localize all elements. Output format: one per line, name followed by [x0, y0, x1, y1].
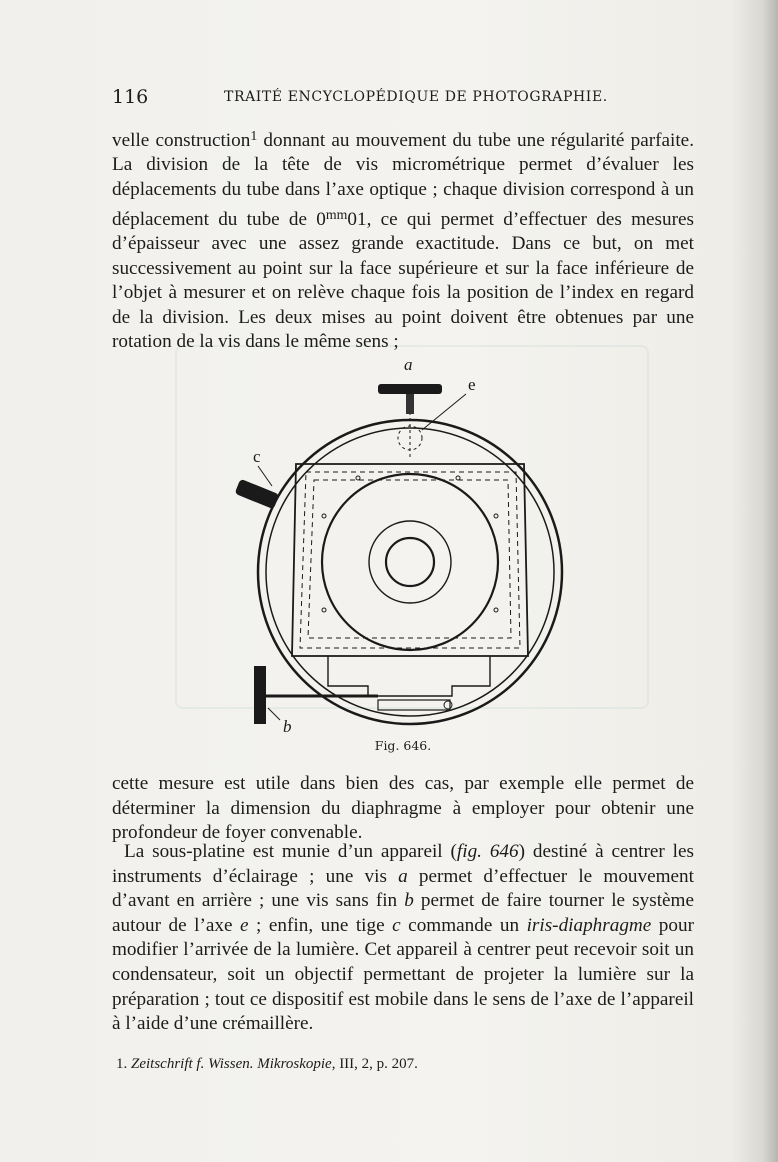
figure-reference: fig. 646 — [456, 841, 519, 862]
var-a: a — [398, 865, 408, 887]
figure-caption: Fig. 646. — [374, 738, 432, 753]
outer-ring — [258, 420, 562, 724]
paragraph-2-text: cette mesure est utile dans bien des cas, par exemple elle permet de déterminer la dimension du diaphragme à employer pour obtenir une profondeur de foyer convenable. — [112, 773, 694, 844]
paragraph-1-text-c: 01, ce qui permet d’effectuer des mesures d’épaisseur avec une assez grande exactitude. Dans ce but, on met successivement au point sur la face supérieure et sur la face inférieure de l’objet à mesurer et on relève chaque fois la position de l’index en regard de la division. Les deux mises au point doivent être obtenues par une rotation de la vis dans le même sens ; — [112, 208, 694, 353]
label-a: a — [404, 356, 413, 374]
paragraph-3-t5: ; enfin, une tige — [248, 914, 393, 936]
screw-dot — [322, 608, 326, 612]
knob-a — [378, 384, 442, 394]
screw-dot — [356, 476, 360, 480]
paragraph-3-t3: permet d’effectuer le mouvement d’avant en arrière ; une vis sans fin — [112, 865, 694, 912]
running-title: TRAITÉ ENCYCLOPÉDIQUE DE PHOTOGRAPHIE. — [224, 89, 608, 105]
leader-b — [268, 708, 280, 720]
paragraph-3 — [112, 840, 694, 1037]
footnote — [116, 1056, 676, 1073]
label-c: c — [253, 447, 261, 466]
footnote-journal: Zeitschrift f. Wissen. Mikroskopie — [131, 1056, 332, 1072]
worm-gear — [378, 700, 450, 710]
paragraph-1-text-a: velle construction — [112, 129, 251, 151]
leader-c — [258, 466, 272, 486]
screw-dot — [494, 608, 498, 612]
central-disc — [322, 474, 498, 650]
screw-dot — [456, 476, 460, 480]
label-e: e — [468, 375, 476, 394]
lens-ring — [369, 521, 451, 603]
iris-diaphragme-term: iris-diaphragme — [526, 914, 652, 936]
var-c: c — [392, 914, 401, 936]
paragraph-2 — [112, 772, 694, 846]
paragraph-3-t7: pour modifier l’arrivée de la lumière. Cet appareil à centrer peut recevoir soit un condensateur, soit un objectif permettant de projeter la lumière sur la préparation ; tout ce dispositif est mobile dans le sens de l’axe de l’appareil à l’aide d’une crémaillère. — [112, 914, 694, 1035]
var-e: e — [240, 914, 249, 936]
worm-gear-pin — [444, 701, 452, 709]
paragraph-3-t1: La sous-platine est munie d’un appareil ( — [124, 841, 457, 862]
lens-aperture — [386, 538, 434, 586]
paragraph-3-t2: ) destiné à centrer les instruments d’éclairage ; une vis — [112, 841, 694, 887]
paragraph-3-t4: permet de faire tourner le système autour de l’axe — [112, 890, 694, 936]
var-b: b — [404, 890, 414, 912]
screw-a — [406, 394, 414, 414]
paragraph-1 — [112, 124, 694, 355]
dashed-outline-outer — [300, 472, 520, 648]
page-header — [112, 86, 692, 110]
footnote-reference: 1 — [250, 128, 258, 143]
lower-slide — [328, 656, 490, 696]
label-b: b — [283, 717, 292, 736]
figure-646 — [228, 356, 578, 736]
screw-dot — [494, 514, 498, 518]
paragraph-3-t6: commande un — [400, 914, 527, 936]
paragraph-1-text-b: donnant au mouvement du tube une régularité parfaite. La division de la tête de vis micrométrique permet d’évaluer les déplacements du tube dans l’axe optique ; chaque division correspond à un déplacement du tube de 0 — [112, 129, 694, 230]
page-number: 116 — [112, 86, 149, 108]
inner-ring — [266, 428, 554, 716]
handle-c — [235, 479, 280, 510]
centering-apparatus-diagram — [228, 356, 578, 736]
platine-plate — [292, 464, 528, 656]
unit-superscript: mm — [325, 206, 348, 222]
knob-b — [254, 666, 266, 724]
screw-dot — [322, 514, 326, 518]
footnote-citation: , III, 2, p. 207. — [331, 1056, 418, 1072]
footnote-number: 1. — [116, 1056, 128, 1072]
